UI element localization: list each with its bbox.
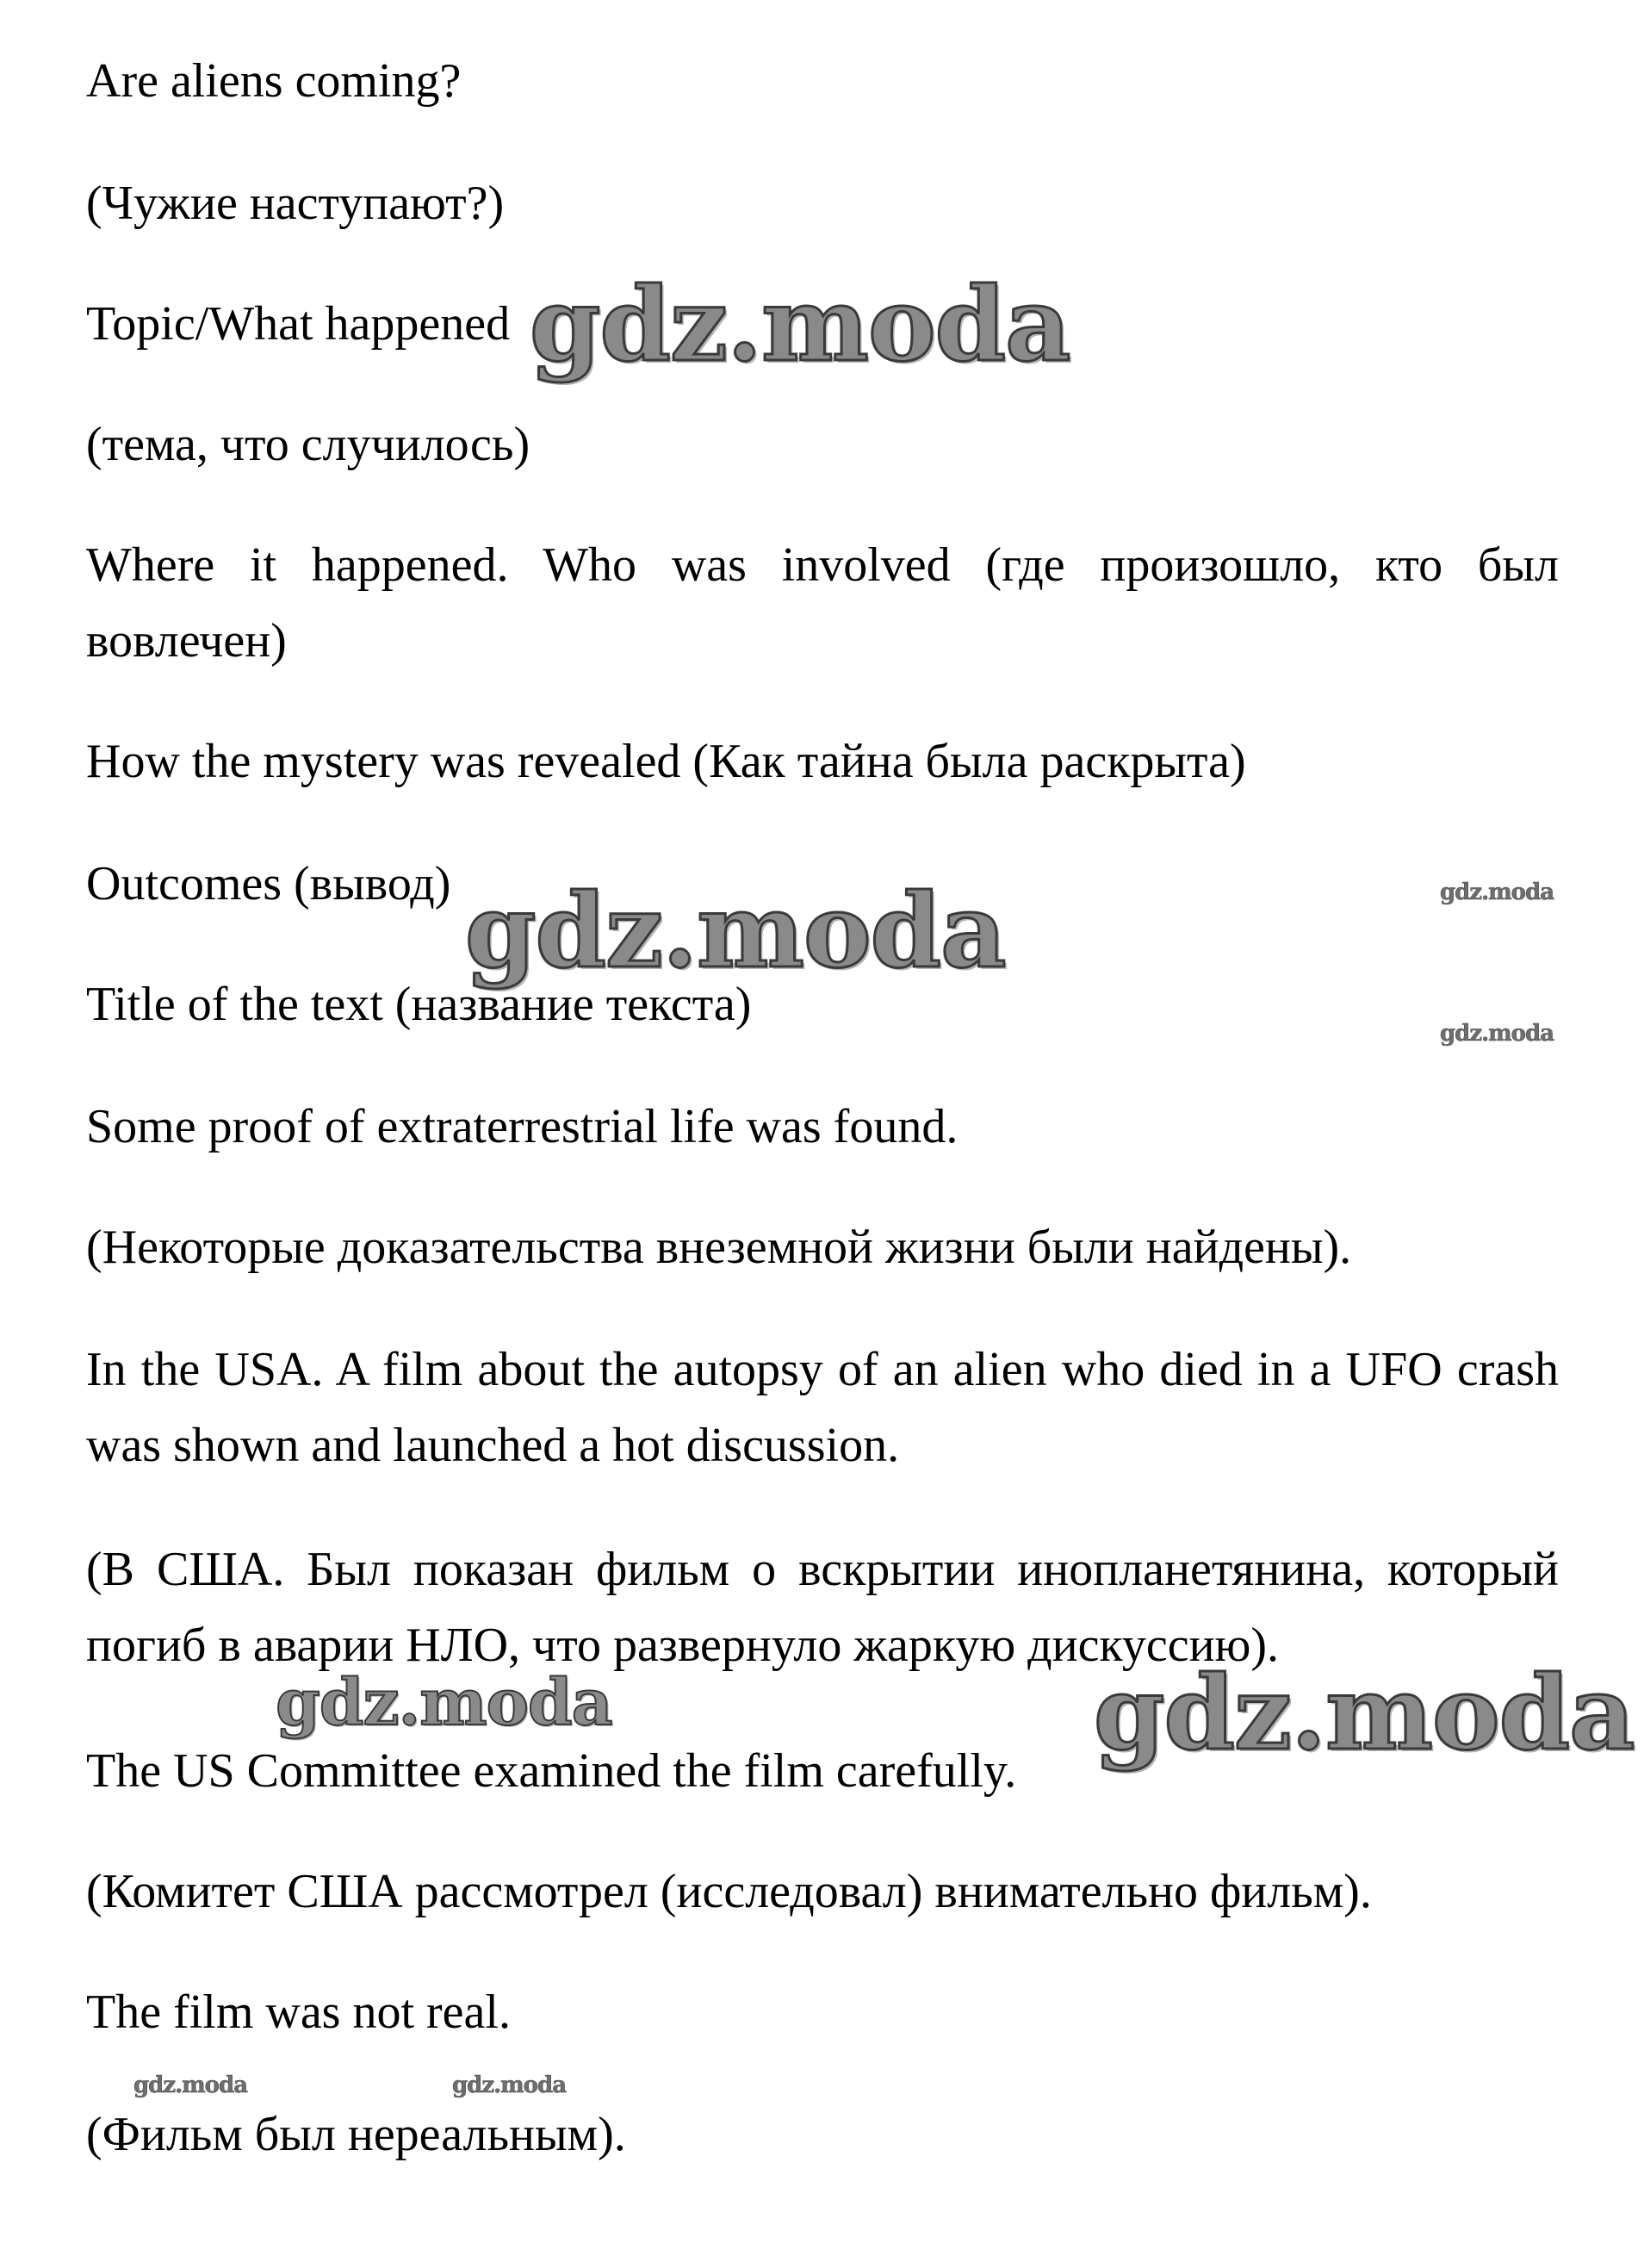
- text-line-14: (Комитет США рассмотрел (исследовал) внимательно фильм).: [86, 1865, 1372, 1918]
- watermark-logo: gdz.moda: [276, 1666, 612, 1740]
- text-line-3: Topic/What happened: [86, 297, 511, 351]
- watermark-logo: gdz.moda: [465, 871, 1006, 991]
- text-line-1: Are aliens coming?: [86, 54, 462, 108]
- text-line-8: Title of the text (название текста): [86, 978, 752, 1031]
- text-line-4: (тема, что случилось): [86, 418, 530, 471]
- text-line-16: (Фильм был нереальным).: [86, 2108, 626, 2161]
- watermark-logo-small: gdz.moda: [1440, 1021, 1554, 1047]
- text-line-10: (Некоторые доказательства внеземной жизни были найдены).: [86, 1221, 1352, 1274]
- watermark-logo-small: gdz.moda: [452, 2072, 567, 2098]
- watermark-logo: gdz.moda: [530, 264, 1070, 384]
- watermark-logo-small: gdz.moda: [133, 2072, 248, 2098]
- text-paragraph-5: Where it happened. Who was involved (где произошло, кто был вовлечен): [86, 538, 1559, 668]
- text-line-9: Some proof of extraterrestrial life was found.: [86, 1100, 958, 1153]
- watermark-logo: gdz.moda: [1094, 1653, 1635, 1773]
- text-paragraph-11: In the USA. A film about the autopsy of an alien who died in a UFO crash was shown and launched a hot discussion.: [86, 1343, 1559, 1472]
- text-line-7: Outcomes (вывод): [86, 857, 451, 910]
- text-paragraph-12: (В США. Был показан фильм о вскрытии инопланетянина, который погиб в аварии НЛО, что развернуло жаркую дискуссию).: [86, 1543, 1559, 1672]
- watermark-logo-small: gdz.moda: [1440, 879, 1554, 905]
- text-line-13: The US Committee examined the film carefully.: [86, 1744, 1017, 1798]
- text-line-6: How the mystery was revealed (Как тайна была раскрыта): [86, 735, 1246, 788]
- text-line-15: The film was not real.: [86, 1985, 511, 2039]
- text-line-2: (Чужие наступают?): [86, 177, 505, 230]
